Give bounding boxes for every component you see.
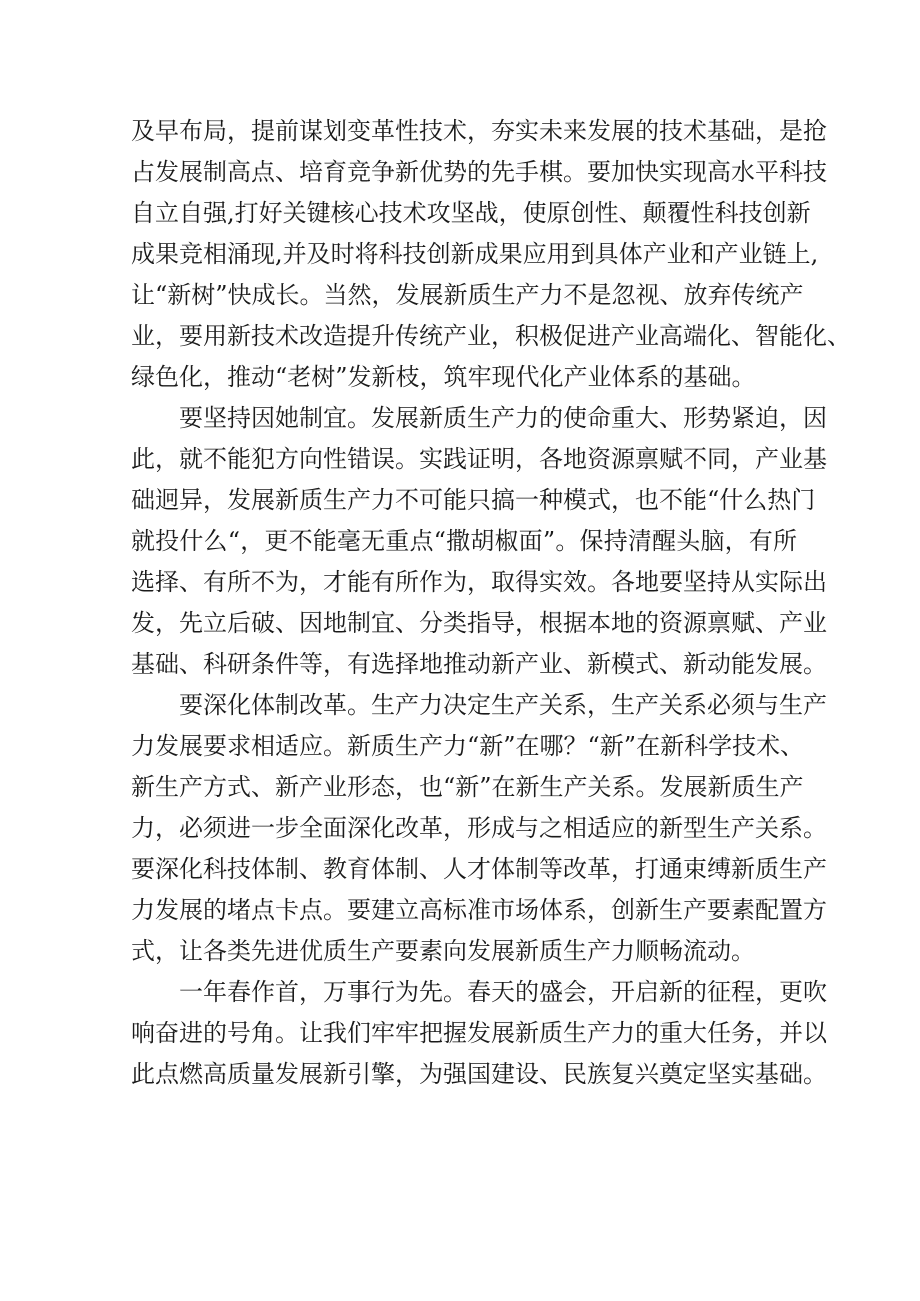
text-line: 础迥异，发展新质生产力不可能只搞一种模式，也不能“什么热门 <box>131 486 816 514</box>
text-line: 响奋进的号角。让我们牢牢把握发展新质生产力的重大任务，并以 <box>131 1019 827 1047</box>
text-line: 力发展要求相适应。新质生产力“新”在哪？“新”在新科学技术、 <box>131 732 805 760</box>
text-line: 让“新树”快成长。当然，发展新质生产力不是忽视、放弃传统产 <box>131 281 804 309</box>
text-line: 成果竞相涌现,并及时将科技创新成果应用到具体产业和产业链上, <box>131 240 819 268</box>
paragraph-start-line: 要坚持因她制宜。发展新质生产力的使命重大、形势紧迫，因 <box>179 404 827 432</box>
text-line: 选择、有所不为，才能有所作为，取得实效。各地要坚持从实际出 <box>131 568 827 596</box>
text-line: 发，先立后破、因地制宜、分类指导，根据本地的资源禀赋、产业 <box>131 609 827 637</box>
text-line: 力，必须进一步全面深化改革，形成与之相适应的新型生产关系。 <box>131 814 827 842</box>
text-line: 自立自强,打好关键核心技术攻坚战，使原创性、颠覆性科技创新 <box>131 199 811 227</box>
text-line: 新生产方式、新产业形态，也“新”在新生产关系。发展新质生产 <box>131 773 804 801</box>
text-line: 要深化科技体制、教育体制、人才体制等改革，打通束缚新质生产 <box>131 855 827 883</box>
text-line: 此点燃高质量发展新引擎，为强国建设、民族复兴奠定坚实基础。 <box>131 1060 827 1088</box>
paragraph-start-line: 要深化体制改革。生产力决定生产关系，生产关系必须与生产 <box>179 691 827 719</box>
paragraph-start-line: 一年春作首，万事行为先。春天的盛会，开启新的征程，更吹 <box>179 978 827 1006</box>
text-line: 基础、科研条件等，有选择地推动新产业、新模式、新动能发展。 <box>131 650 827 678</box>
text-line: 占发展制高点、培育竞争新优势的先手棋。要加快实现高水平科技 <box>131 158 827 186</box>
text-line: 就投什么“，更不能毫无重点“撒胡椒面”。保持清醒头脑，有所 <box>131 527 797 555</box>
text-line: 力发展的堵点卡点。要建立高标准市场体系，创新生产要素配置方 <box>131 896 827 924</box>
text-line: 及早布局，提前谋划变革性技术，夯实未来发展的技术基础，是抢 <box>131 117 827 145</box>
text-line: 绿色化，推动“老树”发新枝，筑牢现代化产业体系的基础。 <box>131 363 756 391</box>
text-line: 业，要用新技术改造提升传统产业，积极促进产业高端化、智能化、 <box>131 322 851 350</box>
text-line: 此，就不能犯方向性错误。实践证明，各地资源禀赋不同，产业基 <box>131 445 827 473</box>
article-body <box>131 111 851 1095</box>
text-line: 式，让各类先进优质生产要素向发展新质生产力顺畅流动。 <box>131 937 755 965</box>
